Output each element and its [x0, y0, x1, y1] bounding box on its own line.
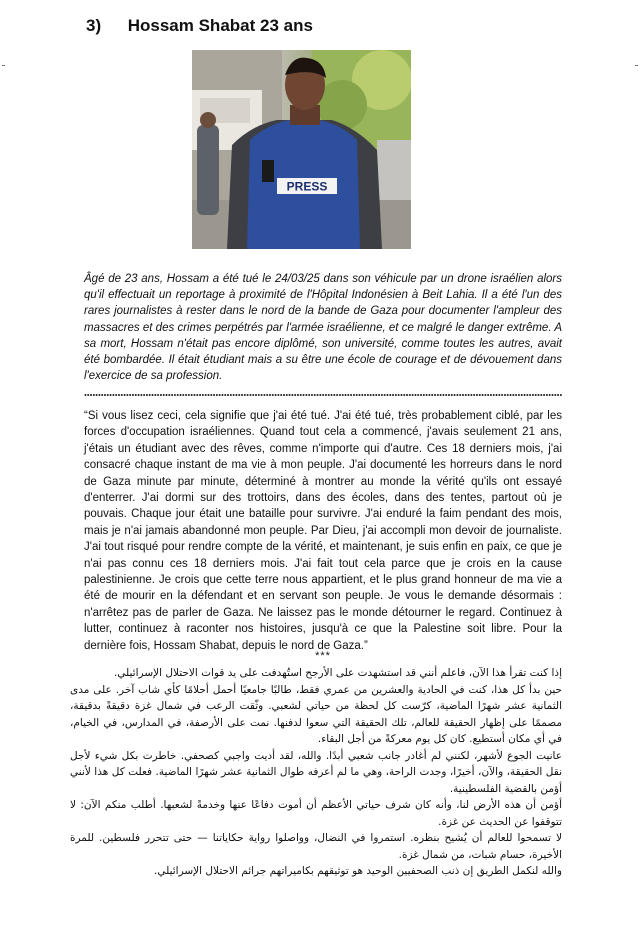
portrait-photo [192, 50, 411, 249]
section-separator: *** [315, 650, 331, 662]
arabic-paragraph: عانيت الجوع لأشهر، لكنني لم أغادر جانب شعبي أبدًا. والله، لقد أديت واجبي كصحفي. خاطرت بكل شيء لأجل نقل الحقيقة، والآن، أخيرًا، وجدت الراحة، وهي ما لم أعرفه طوال الثمانية عشر شهرًا الماضية. فعلت كل هذا لأنني أؤمن بالقضية الفلسطينية. [70, 749, 562, 795]
section-title: Hossam Shabat 23 ans [127, 16, 313, 35]
arabic-paragraph: أؤمن أن هذه الأرض لنا، وأنه كان شرف حياتي الأعظم أن أموت دفاعًا عنها وخدمةً لشعبها. أطلب منكم الآن: لا تتوقفوا عن الحديث عن غزة. [70, 799, 562, 828]
testament-quote-ar [70, 665, 562, 880]
asterisk-divider [84, 392, 562, 398]
section-number: 3) [86, 16, 102, 35]
section-heading [86, 16, 313, 36]
page-edge-mark-left [2, 65, 5, 66]
biography-paragraph: Âgé de 23 ans, Hossam a été tué le 24/03/25 dans son véhicule par un drone israélien alors qu'il effectuait un reportage à proximité de l'Hôpital Indonésien à Beit Lahia. Il a été l'un des rares journalistes à rester dans le nord de la bande de Gaza pour documenter l'ampleur des massacres et des crimes perpétrés par l'armée israélienne, et ce malgré le danger extrême. A sa mort, Hossam n'était pas encore diplômé, son université, comme toutes les autres, avait été bombardée. Il était étudiant mais a su être une école de courage et de dévouement dans l'exercice de sa profession. [84, 273, 562, 383]
arabic-paragraph: إذا كنت تقرأ هذا الآن، فاعلم أنني قد استشهدت على الأرجح استُهدفت على يد قوات الاحتلال الإسرائيلي. [113, 667, 562, 679]
arabic-paragraph: حين بدأ كل هذا، كنت في الحادية والعشرين من عمري فقط، طالبًا جامعيًا أحمل أحلامًا كأي شاب آخر. على مدى الثمانية عشر شهرًا الماضية، كرّست كل لحظة من حياتي لشعبي. وثّقت الرعب في شمال غزة دقيقةً بدقيقة، مصممًا على إظهار الحقيقة للعالم، تلك الحقيقة التي سعوا لدفنها. نمت على الأرصفة، في المدارس، في الخيام، في أي مكان أستطيع. كان كل يوم معركةً من أجل البقاء. [70, 683, 562, 745]
testament-quote-fr: “Si vous lisez ceci, cela signifie que j'ai été tué. J'ai été tué, très probablement ciblé, par les forces d'occupation israéliennes. Quand tout cela a commencé, j'avais seulement 21 ans, j'étais un étudiant avec des rêves, comme n'importe qui d'autre. Ces 18 derniers mois, j'ai consacré chaque instant de ma vie à mon peuple. J'ai documenté les horreurs dans le nord de Gaza minute par minute, déterminé à montrer au monde la vérité qu'ils ont essayé d'enterrer. J'ai dormi sur des trottoirs, dans des écoles, dans des tentes, partout où je pouvais. Chaque jour était une bataille pour survivre. J'ai enduré la faim pendant des mois, mais je n'ai jamais abandonné mon peuple. Par Dieu, j'ai accompli mon devoir de journaliste. J'ai tout risqué pour rendre compte de la vérité, et maintenant, je suis enfin en paix, ce que je n'ai pas connu ces 18 derniers mois. J'ai fait tout cela parce que je crois en la cause palestinienne. Je crois que cette terre nous appartient, et le plus grand honneur de ma vie a été de mourir en la défendant et en servant son peuple. Je vous le demande désormais : n'arrêtez pas de parler de Gaza. Ne laissez pas le monde détourner le regard. Continuez à lutter, continuez à raconter nos histoires, jusqu'à ce que la Palestine soit libre. Pour la dernière fois, Hossam Shabat, depuis le nord de Gaza.” [84, 410, 562, 652]
press-label: PRESS [286, 179, 328, 194]
page-edge-mark-right [635, 65, 638, 66]
arabic-paragraph: والله لنكمل الطريق إن ذنب الصحفيين الوحيد هو توثيقهم بكاميراتهم جرائم الاحتلال الإسرائيلي. [154, 865, 562, 877]
portrait-illustration [192, 50, 411, 249]
arabic-paragraph: لا تسمحوا للعالم أن يُشيح بنظره. استمروا في النضال، وواصلوا رواية حكاياتنا — حتى تتحرر فلسطين. للمرة الأخيرة، حسام شبات، من شمال غزة. [70, 832, 562, 861]
